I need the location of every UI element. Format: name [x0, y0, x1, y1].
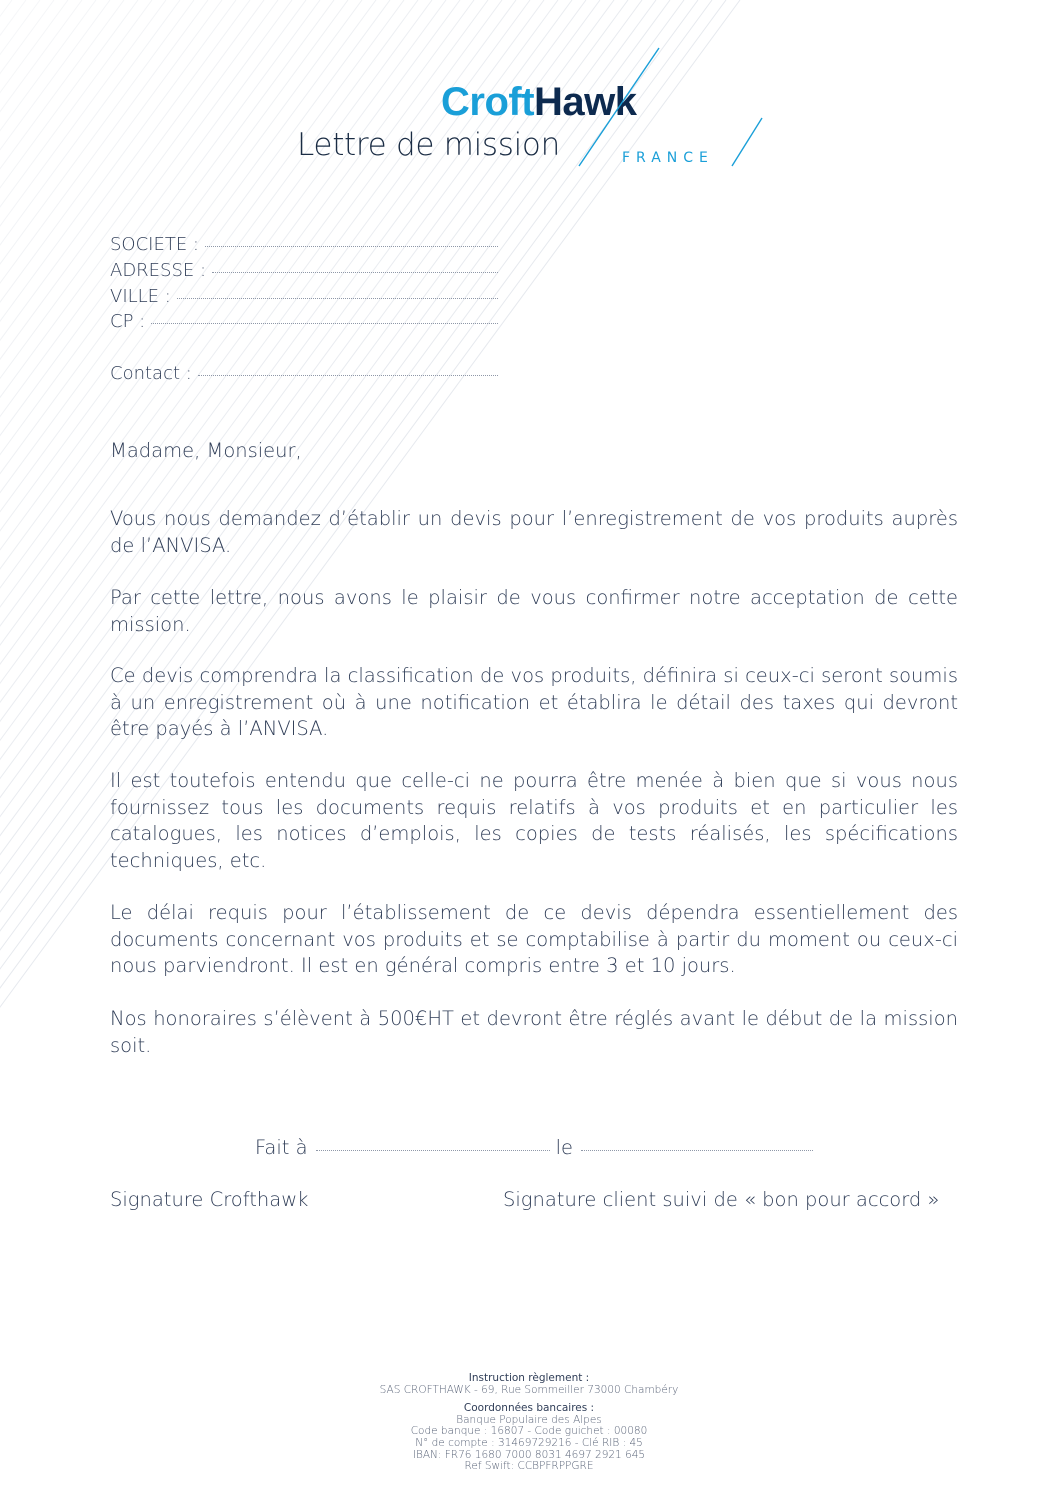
country-subtitle: FRANCE [622, 150, 714, 166]
fait-label: Fait à [255, 1136, 308, 1159]
paragraph: Il est toutefois entendu que celle-ci ne pourra être menée à bien que si vous nous fournissez tous les documents requis relatifs à vos produits et en particulier les catalogues, les notices d’emplois, les copies de tests réalisés, les spécifications techniques, etc. [110, 769, 958, 872]
signature-client: Signature client suivi de « bon pour accord » [503, 1188, 940, 1211]
date-fill-line [581, 1150, 813, 1151]
fill-in-line [205, 246, 498, 247]
paragraph: Ce devis comprendra la classification de vos produits, définira si ceux-ci seront soumis à un enregistrement où à une notification et établira le détail des taxes qui devront être payés à l’ANVISA. [110, 664, 958, 741]
fill-in-line [212, 272, 498, 273]
fill-in-line [198, 375, 498, 376]
place-date-line [255, 1136, 813, 1159]
field-label: SOCIETE : [110, 234, 199, 255]
date-label: le [555, 1136, 574, 1159]
paragraph: Par cette lettre, nous avons le plaisir de vous confirmer notre acceptation de cette mission. [110, 586, 958, 636]
swift-ref: Ref Swift: CCBPFRPPGRE [464, 1460, 594, 1473]
paragraph: Nos honoraires s’élèvent à 500€HT et devront être réglés avant le début de la mission soit. [110, 1007, 958, 1057]
document-title: Lettre de mission [297, 127, 560, 163]
footer [329, 1373, 729, 1473]
france-slash-decoration [728, 116, 768, 170]
field-ville [110, 286, 498, 307]
field-label: Contact : [110, 363, 192, 384]
field-adresse [110, 260, 498, 281]
logo-text-hawk: Hawk [534, 80, 637, 124]
bank-codes: Code banque : 16807 - Code guichet : 00080 [410, 1425, 648, 1438]
field-cp [110, 311, 498, 332]
salutation: Madame, Monsieur, [110, 439, 302, 462]
field-label: ADRESSE : [110, 260, 207, 281]
field-societe [110, 234, 498, 255]
bank-title: Coordonnées bancaires : [463, 1402, 595, 1415]
signature-crofthawk: Signature Crofthawk [110, 1188, 309, 1211]
field-label: CP : [110, 311, 146, 332]
company-address: SAS CROFTHAWK - 69, Rue Sommeiller 73000 Chambéry [379, 1383, 679, 1396]
field-label: VILLE : [110, 286, 171, 307]
fill-in-line [151, 323, 498, 324]
paragraph: Le délai requis pour l’établissement de ce devis dépendra essentiellement des documents concernant vos produits et se comptabilise à partir du moment ou ceux-ci nous parviendront. Il est en général compris entre 3 et 10 jours. [110, 901, 958, 978]
account-number: N° de compte : 31469729216 - Clé RIB : 45 [415, 1436, 643, 1449]
place-fill-line [316, 1150, 550, 1151]
paragraph: Vous nous demandez d’établir un devis pour l’enregistrement de vos produits auprès de l’ANVISA. [110, 507, 958, 557]
bank-name: Banque Populaire des Alpes [456, 1413, 602, 1426]
field-contact [110, 363, 498, 384]
iban: IBAN: FR76 1680 7000 8031 4697 2921 645 [412, 1448, 646, 1461]
fill-in-line [177, 298, 498, 299]
logo-text-croft: Croft [441, 80, 535, 124]
instruction-title: Instruction règlement : [468, 1372, 590, 1384]
